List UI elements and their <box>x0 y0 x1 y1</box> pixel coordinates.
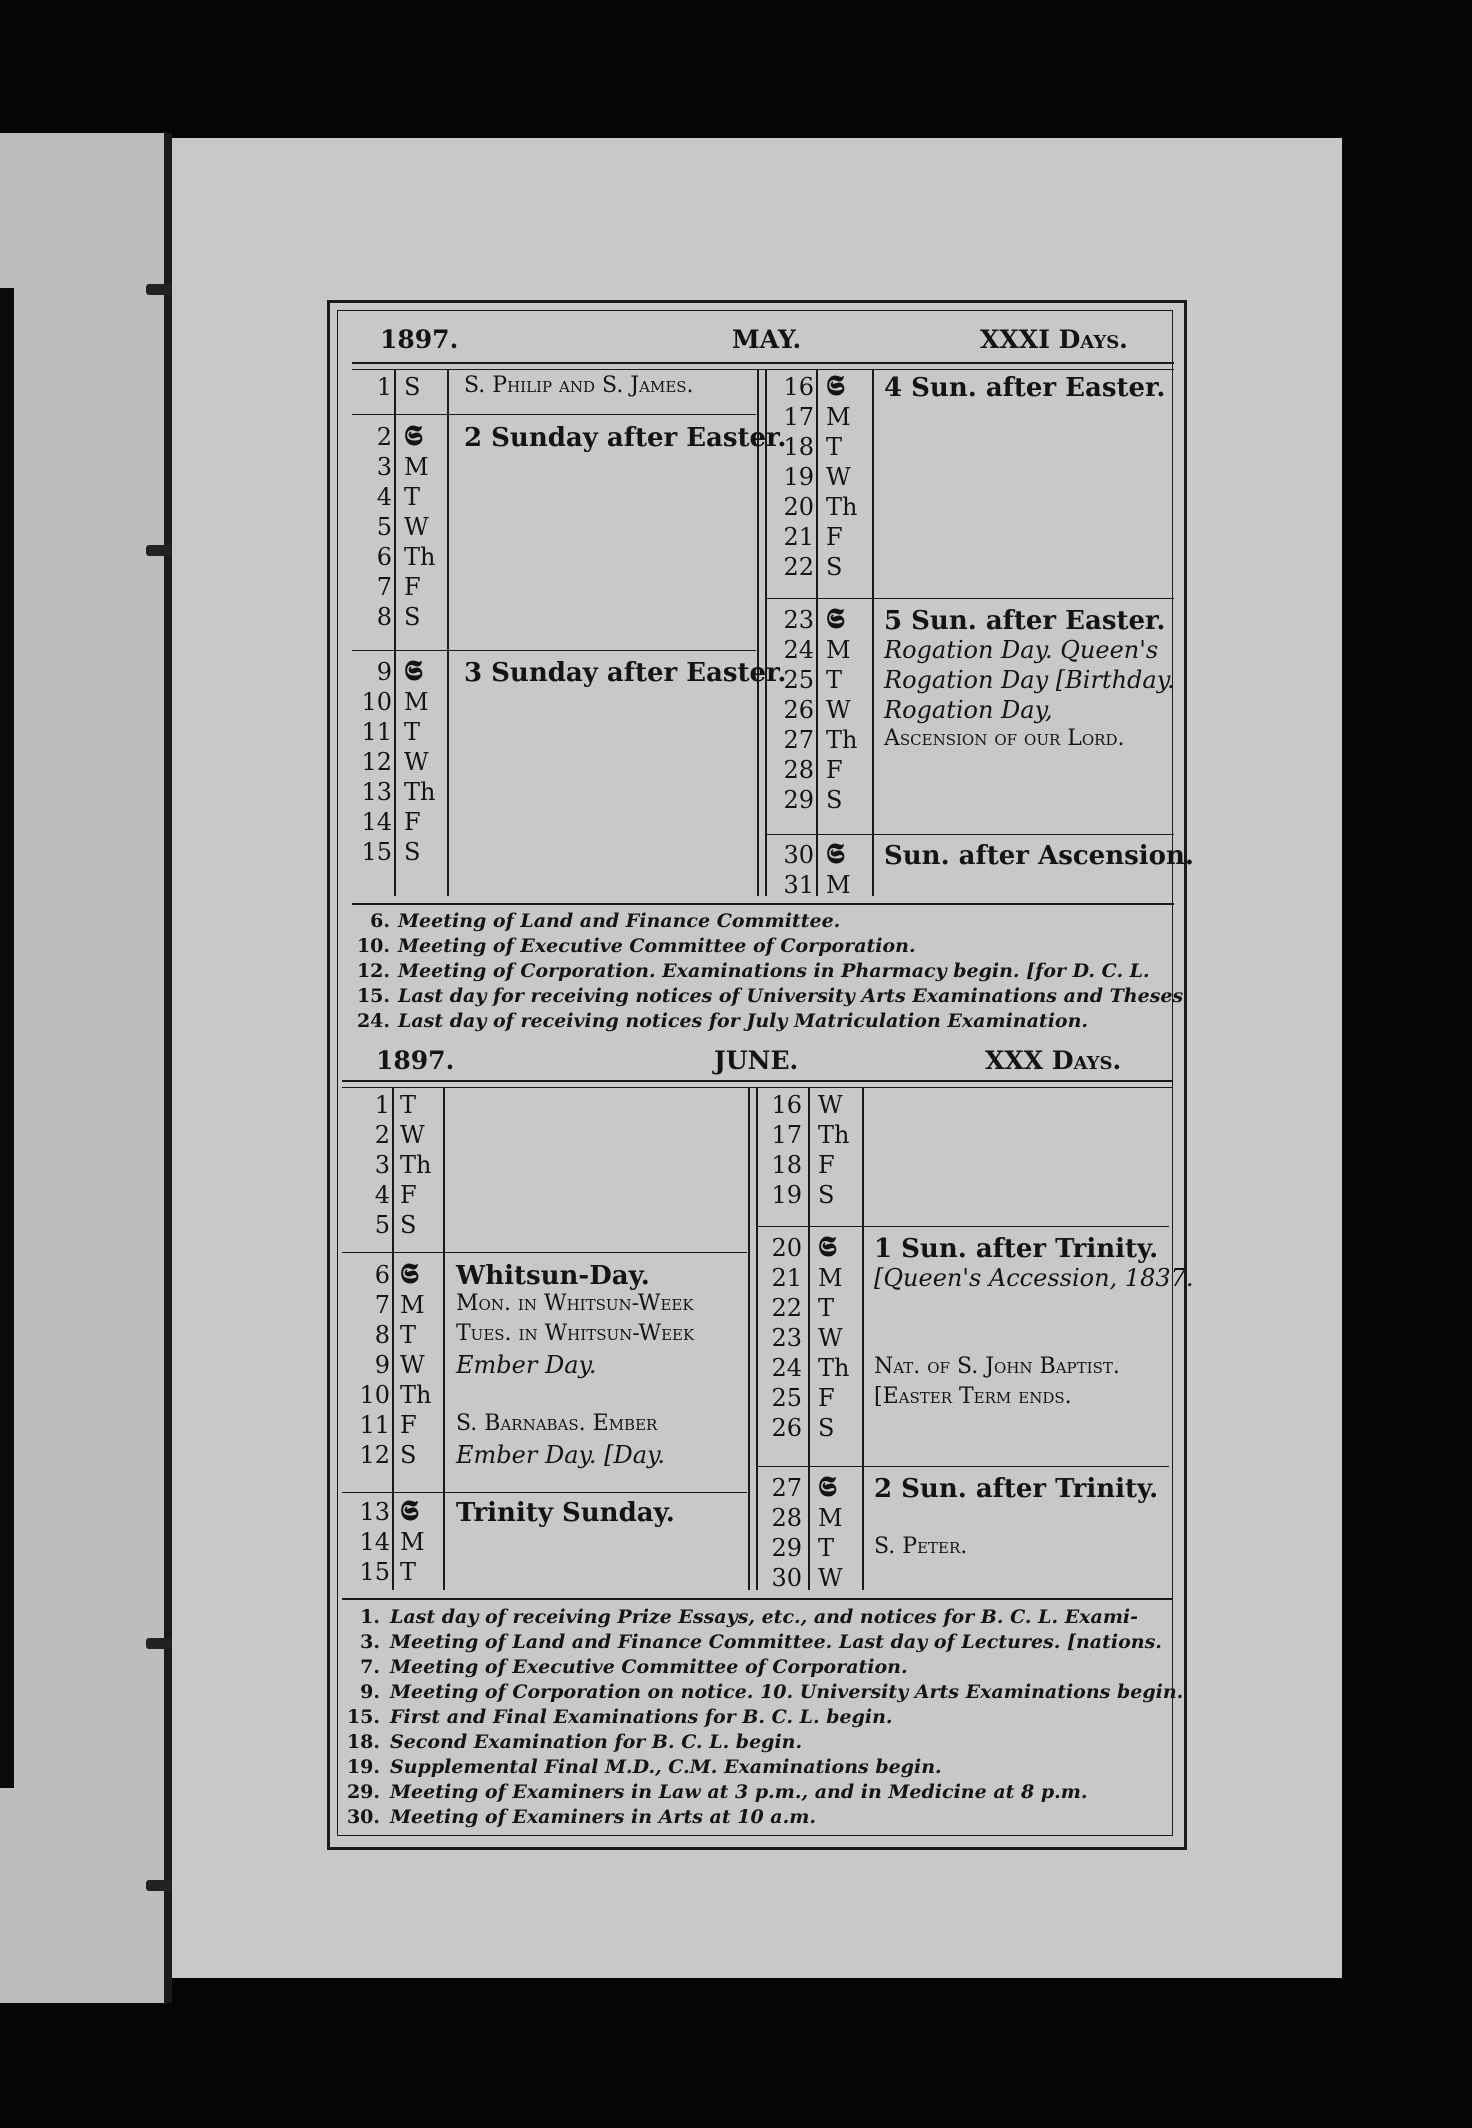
event-text: Whitsun-Day. <box>456 1261 650 1291</box>
note-text: Second Examination for B. C. L. begin. <box>390 1731 803 1753</box>
sunday-mark: 𝕾 <box>404 654 423 687</box>
note-day: 9. <box>360 1681 380 1703</box>
note-day: 18. <box>346 1731 380 1753</box>
week-rule <box>352 650 756 651</box>
day-number: 18 <box>783 433 814 461</box>
event-text: S. Barnabas. Ember <box>456 1411 658 1436</box>
sunday-mark: 𝕾 <box>400 1257 419 1290</box>
rule <box>342 1598 1172 1600</box>
weekday-letter: M <box>826 636 851 664</box>
note-day: 12. <box>356 960 390 982</box>
day-number: 31 <box>783 871 814 899</box>
day-number: 23 <box>783 606 814 634</box>
note-text: Supplemental Final M.D., C.M. Examinations begin. <box>390 1756 942 1778</box>
day-number: 26 <box>771 1414 802 1442</box>
event-text: Sun. after Ascension. <box>884 841 1194 871</box>
event-text: 1 Sun. after Trinity. <box>874 1234 1159 1264</box>
day-number: 4 <box>374 1181 390 1209</box>
day-number: 19 <box>783 463 814 491</box>
weekday-letter: M <box>400 1528 425 1556</box>
event-text: Rogation Day. Queen's <box>884 636 1159 664</box>
rule <box>342 1080 1172 1082</box>
weekday-letter: W <box>818 1324 843 1352</box>
day-number: 26 <box>783 696 814 724</box>
day-number: 23 <box>771 1324 802 1352</box>
rule <box>352 903 1174 905</box>
day-number: 6 <box>376 543 392 571</box>
weekday-letter: S <box>818 1414 835 1442</box>
weekday-letter: Th <box>818 1121 850 1149</box>
day-number: 11 <box>359 1411 390 1439</box>
note-day: 6. <box>370 910 390 932</box>
day-number: 25 <box>783 666 814 694</box>
event-text: Nat. of S. John Baptist. <box>874 1354 1120 1379</box>
weekday-letter: W <box>818 1091 843 1119</box>
day-number: 28 <box>771 1504 802 1532</box>
weekday-letter: W <box>400 1121 425 1149</box>
note-day: 15. <box>356 985 390 1007</box>
weekday-letter: S <box>404 603 421 631</box>
event-text: 3 Sunday after Easter. <box>464 658 787 688</box>
day-number: 7 <box>374 1291 390 1319</box>
week-rule <box>766 834 1174 835</box>
day-number: 14 <box>361 808 392 836</box>
day-number: 15 <box>359 1558 390 1586</box>
weekday-letter: S <box>818 1181 835 1209</box>
day-number: 22 <box>783 553 814 581</box>
book-gutter <box>164 133 172 2003</box>
day-number: 21 <box>783 523 814 551</box>
weekday-letter: M <box>818 1264 843 1292</box>
weekday-letter: T <box>400 1558 417 1586</box>
day-number: 21 <box>771 1264 802 1292</box>
note-text: First and Final Examinations for B. C. L. begin. <box>390 1706 893 1728</box>
may-days: XXXI Days. <box>980 325 1128 354</box>
column-rule <box>392 1088 394 1590</box>
column-rule <box>816 370 818 896</box>
day-number: 27 <box>783 726 814 754</box>
weekday-letter: M <box>404 688 429 716</box>
weekday-letter: T <box>826 433 843 461</box>
day-number: 2 <box>376 423 392 451</box>
day-number: 16 <box>771 1091 802 1119</box>
day-number: 17 <box>783 403 814 431</box>
event-text: Tues. in Whitsun-Week <box>456 1321 695 1346</box>
event-text: 5 Sun. after Easter. <box>884 606 1166 636</box>
column-rule <box>808 1088 810 1590</box>
sunday-mark: 𝕾 <box>404 419 423 452</box>
day-number: 8 <box>376 603 392 631</box>
day-number: 27 <box>771 1474 802 1502</box>
weekday-letter: F <box>826 756 843 784</box>
day-number: 29 <box>771 1534 802 1562</box>
weekday-letter: T <box>818 1294 835 1322</box>
day-number: 9 <box>374 1351 390 1379</box>
column-rule <box>394 370 396 896</box>
note-text: Last day of receiving notices for July Matriculation Examination. <box>398 1010 1089 1032</box>
note-day: 1. <box>360 1606 380 1628</box>
weekday-letter: F <box>400 1411 417 1439</box>
day-number: 10 <box>361 688 392 716</box>
day-number: 14 <box>359 1528 390 1556</box>
note-day: 29. <box>346 1781 380 1803</box>
weekday-letter: W <box>826 463 851 491</box>
note-text: Meeting of Corporation on notice. 10. University Arts Examinations begin. <box>390 1681 1184 1703</box>
rule <box>352 369 1174 370</box>
day-number: 20 <box>771 1234 802 1262</box>
day-number: 19 <box>771 1181 802 1209</box>
day-number: 8 <box>374 1321 390 1349</box>
rule <box>352 362 1174 364</box>
event-text: Trinity Sunday. <box>456 1498 675 1528</box>
weekday-letter: F <box>400 1181 417 1209</box>
day-number: 20 <box>783 493 814 521</box>
column-rule <box>756 1088 758 1590</box>
weekday-letter: T <box>404 483 421 511</box>
day-number: 1 <box>376 373 392 401</box>
day-number: 30 <box>783 841 814 869</box>
note-text: Meeting of Corporation. Examinations in Pharmacy begin. [for D. C. L. <box>398 960 1150 982</box>
sunday-mark: 𝕾 <box>818 1470 837 1503</box>
day-number: 11 <box>361 718 392 746</box>
day-number: 9 <box>376 658 392 686</box>
day-number: 24 <box>783 636 814 664</box>
weekday-letter: Th <box>826 493 858 521</box>
event-text: 2 Sun. after Trinity. <box>874 1474 1159 1504</box>
day-number: 6 <box>374 1261 390 1289</box>
day-number: 28 <box>783 756 814 784</box>
note-day: 19. <box>346 1756 380 1778</box>
note-day: 15. <box>346 1706 380 1728</box>
note-day: 10. <box>356 935 390 957</box>
weekday-letter: T <box>400 1091 417 1119</box>
weekday-letter: T <box>818 1534 835 1562</box>
note-text: Meeting of Executive Committee of Corporation. <box>398 935 916 957</box>
day-number: 7 <box>376 573 392 601</box>
day-number: 5 <box>374 1211 390 1239</box>
weekday-letter: W <box>404 513 429 541</box>
event-text: [Easter Term ends. <box>874 1384 1072 1409</box>
event-text: Mon. in Whitsun-Week <box>456 1291 694 1316</box>
day-number: 29 <box>783 786 814 814</box>
note-text: Last day for receiving notices of University Arts Examinations and Theses <box>398 985 1184 1007</box>
note-day: 7. <box>360 1656 380 1678</box>
day-number: 12 <box>359 1441 390 1469</box>
weekday-letter: W <box>400 1351 425 1379</box>
note-text: Meeting of Land and Finance Committee. Last day of Lectures. [nations. <box>390 1631 1162 1653</box>
column-rule <box>862 1088 864 1590</box>
weekday-letter: T <box>404 718 421 746</box>
note-day: 30. <box>346 1806 380 1828</box>
week-rule <box>757 1226 1169 1227</box>
column-rule <box>872 370 874 896</box>
day-number: 25 <box>771 1384 802 1412</box>
note-text: Meeting of Examiners in Arts at 10 a.m. <box>390 1806 816 1828</box>
june-month: JUNE. <box>714 1046 799 1075</box>
day-number: 3 <box>376 453 392 481</box>
day-number: 22 <box>771 1294 802 1322</box>
event-text: 4 Sun. after Easter. <box>884 373 1166 403</box>
weekday-letter: T <box>826 666 843 694</box>
weekday-letter: S <box>404 838 421 866</box>
event-text: S. Peter. <box>874 1534 968 1559</box>
note-text: Meeting of Executive Committee of Corporation. <box>390 1656 908 1678</box>
column-rule <box>748 1088 750 1590</box>
sunday-mark: 𝕾 <box>400 1494 419 1527</box>
day-number: 24 <box>771 1354 802 1382</box>
day-number: 13 <box>359 1498 390 1526</box>
day-number: 18 <box>771 1151 802 1179</box>
weekday-letter: T <box>400 1321 417 1349</box>
event-text: Rogation Day [Birthday. <box>884 666 1175 694</box>
day-number: 16 <box>783 373 814 401</box>
weekday-letter: S <box>404 373 421 401</box>
day-number: 13 <box>361 778 392 806</box>
day-number: 12 <box>361 748 392 776</box>
weekday-letter: W <box>818 1564 843 1592</box>
day-number: 4 <box>376 483 392 511</box>
event-text: [Queen's Accession, 1837. <box>874 1264 1194 1292</box>
week-rule <box>757 1466 1169 1467</box>
day-number: 5 <box>376 513 392 541</box>
note-text: Last day of receiving Prize Essays, etc., and notices for B. C. L. Exami- <box>390 1606 1139 1628</box>
column-rule <box>443 1088 445 1590</box>
weekday-letter: Th <box>400 1151 432 1179</box>
day-number: 15 <box>361 838 392 866</box>
event-text: Ember Day. [Day. <box>456 1441 666 1469</box>
weekday-letter: M <box>404 453 429 481</box>
note-day: 3. <box>360 1631 380 1653</box>
weekday-letter: Th <box>400 1381 432 1409</box>
day-number: 2 <box>374 1121 390 1149</box>
weekday-letter: W <box>404 748 429 776</box>
weekday-letter: S <box>400 1441 417 1469</box>
event-text: Ember Day. <box>456 1351 597 1379</box>
note-day: 24. <box>356 1010 390 1032</box>
weekday-letter: F <box>818 1384 835 1412</box>
column-rule <box>447 370 449 896</box>
day-number: 10 <box>359 1381 390 1409</box>
may-year: 1897. <box>380 325 459 354</box>
event-text: Ascension of our Lord. <box>884 726 1125 751</box>
weekday-letter: F <box>818 1151 835 1179</box>
day-number: 17 <box>771 1121 802 1149</box>
weekday-letter: S <box>826 553 843 581</box>
weekday-letter: M <box>400 1291 425 1319</box>
weekday-letter: W <box>826 696 851 724</box>
june-days: XXX Days. <box>985 1046 1122 1075</box>
weekday-letter: M <box>826 403 851 431</box>
weekday-letter: S <box>826 786 843 814</box>
sunday-mark: 𝕾 <box>826 602 845 635</box>
may-month: MAY. <box>732 325 802 354</box>
note-text: Meeting of Examiners in Law at 3 p.m., and in Medicine at 8 p.m. <box>390 1781 1088 1803</box>
weekday-letter: Th <box>404 543 436 571</box>
sunday-mark: 𝕾 <box>826 837 845 870</box>
weekday-letter: F <box>826 523 843 551</box>
june-year: 1897. <box>376 1046 455 1075</box>
event-text: S. Philip and S. James. <box>464 373 694 398</box>
weekday-letter: F <box>404 573 421 601</box>
day-number: 1 <box>374 1091 390 1119</box>
day-number: 3 <box>374 1151 390 1179</box>
day-number: 30 <box>771 1564 802 1592</box>
weekday-letter: M <box>818 1504 843 1532</box>
note-text: Meeting of Land and Finance Committee. <box>398 910 841 932</box>
weekday-letter: F <box>404 808 421 836</box>
weekday-letter: S <box>400 1211 417 1239</box>
facing-page-edge <box>0 133 168 2003</box>
sunday-mark: 𝕾 <box>818 1230 837 1263</box>
week-rule <box>766 598 1174 599</box>
event-text: 2 Sunday after Easter. <box>464 423 787 453</box>
weekday-letter: Th <box>404 778 436 806</box>
sunday-mark: 𝕾 <box>826 369 845 402</box>
week-rule <box>342 1252 747 1253</box>
weekday-letter: M <box>826 871 851 899</box>
weekday-letter: Th <box>826 726 858 754</box>
week-rule <box>352 414 756 415</box>
event-text: Rogation Day, <box>884 696 1053 724</box>
weekday-letter: Th <box>818 1354 850 1382</box>
week-rule <box>342 1492 747 1493</box>
